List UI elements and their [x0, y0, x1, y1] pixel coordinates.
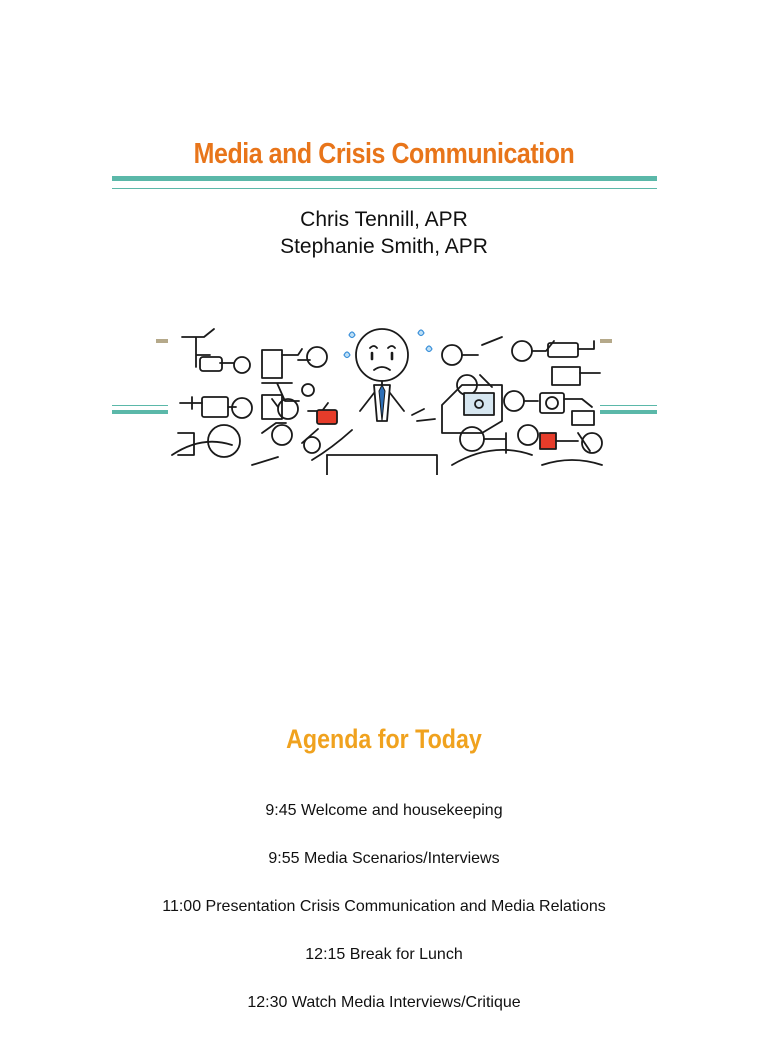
title-rule-thin: [112, 188, 657, 189]
agenda-list: [0, 801, 768, 1041]
document-title: Media and Crisis Communication: [193, 138, 575, 170]
agenda-item: 11:00 Presentation Crisis Communication and Media Relations: [162, 898, 606, 915]
presenter-name: Chris Tennill, APR: [300, 208, 468, 231]
side-rule-right: [600, 410, 657, 414]
agenda-item: 12:15 Break for Lunch: [305, 946, 463, 963]
side-rule-left: [112, 410, 168, 414]
agenda-item: 12:30 Watch Media Interviews/Critique: [247, 994, 521, 1011]
podium: [327, 455, 437, 475]
microphone-icon: [172, 329, 352, 465]
sweat-drop-icon: [344, 330, 432, 358]
accent-mark-left: [156, 339, 168, 343]
title-rule-thick: [112, 176, 657, 181]
presenter-name: Stephanie Smith, APR: [280, 235, 488, 258]
agenda-item: 9:55 Media Scenarios/Interviews: [268, 850, 500, 867]
camera-icon: [412, 337, 602, 465]
press-conference-illustration: [112, 315, 657, 475]
accent-mark-right: [600, 339, 612, 343]
agenda-title: Agenda for Today: [286, 724, 482, 754]
agenda-item: 9:45 Welcome and housekeeping: [265, 802, 503, 819]
presenters: [0, 206, 768, 260]
stick-figure: [356, 329, 408, 421]
